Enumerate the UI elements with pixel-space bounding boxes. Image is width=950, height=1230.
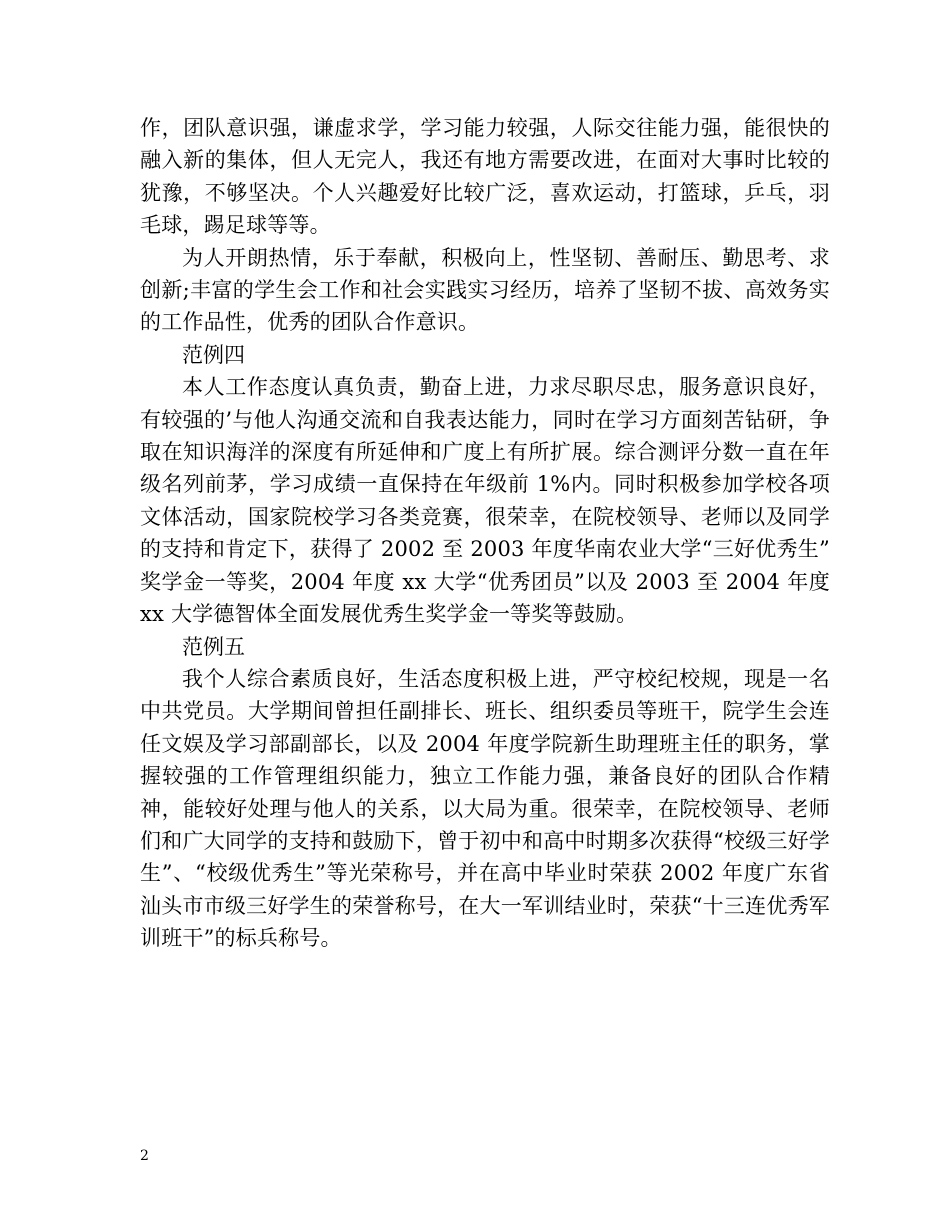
document-body: [140, 112, 830, 955]
page-number: 2: [140, 1148, 149, 1164]
paragraph-example-4: 本人工作态度认真负责，勤奋上进，力求尽职尽忠，服务意识良好，有较强的’与他人沟通交流和自我表达能力，同时在学习方面刻苦钻研，争取在知识海洋的深度有所延伸和广度上有所扩展。综合测评分数一直在年级名列前茅，学习成绩一直保持在年级前 1%内。同时积极参加学校各项文体活动，国家院校学习各类竞赛，很荣幸，在院校领导、老师以及同学的支持和肯定下，获得了 2002 至 2003 年度华南农业大学“三好优秀生” 奖学金一等奖，2004 年度 xx 大学“优秀团员”以及 2003 至 2004 年度 xx 大学德智体全面发展优秀生奖学金一等奖等鼓励。: [140, 375, 830, 627]
section-heading-example-5: 范例五: [182, 634, 245, 659]
paragraph-example-5: 我个人综合素质良好，生活态度积极上进，严守校纪校规，现是一名中共党员。大学期间曾担任副排长、班长、组织委员等班干，院学生会连任文娱及学习部副部长，以及 2004 年度学院新生助理班主任的职务，掌握较强的工作管理组织能力，独立工作能力强，兼备良好的团队合作精神，能较好处理与他人的关系，以大局为重。很荣幸，在院校领导、老师们和广大同学的支持和鼓励下，曾于初中和高中时期多次获得“校级三好学生”、“校级优秀生”等光荣称号，并在高中毕业时荣获 2002 年度广东省汕头市市级三好学生的荣誉称号，在大一军训结业时，荣获“十三连优秀军训班干”的标兵称号。: [140, 666, 830, 951]
paragraph-intro-continued: 作，团队意识强，谦虚求学，学习能力较强，人际交往能力强，能很快的融入新的集体，但人无完人，我还有地方需要改进，在面对大事时比较的犹豫，不够坚决。个人兴趣爱好比较广泛，喜欢运动，打篮球，乒乓，羽毛球，踢足球等等。: [140, 116, 830, 238]
section-heading-example-4: 范例四: [182, 342, 245, 367]
paragraph-personality: 为人开朗热情，乐于奉献，积极向上，性坚韧、善耐压、勤思考、求创新;丰富的学生会工作和社会实践实习经历，培养了坚韧不拔、高效务实的工作品性，优秀的团队合作意识。: [140, 245, 830, 335]
